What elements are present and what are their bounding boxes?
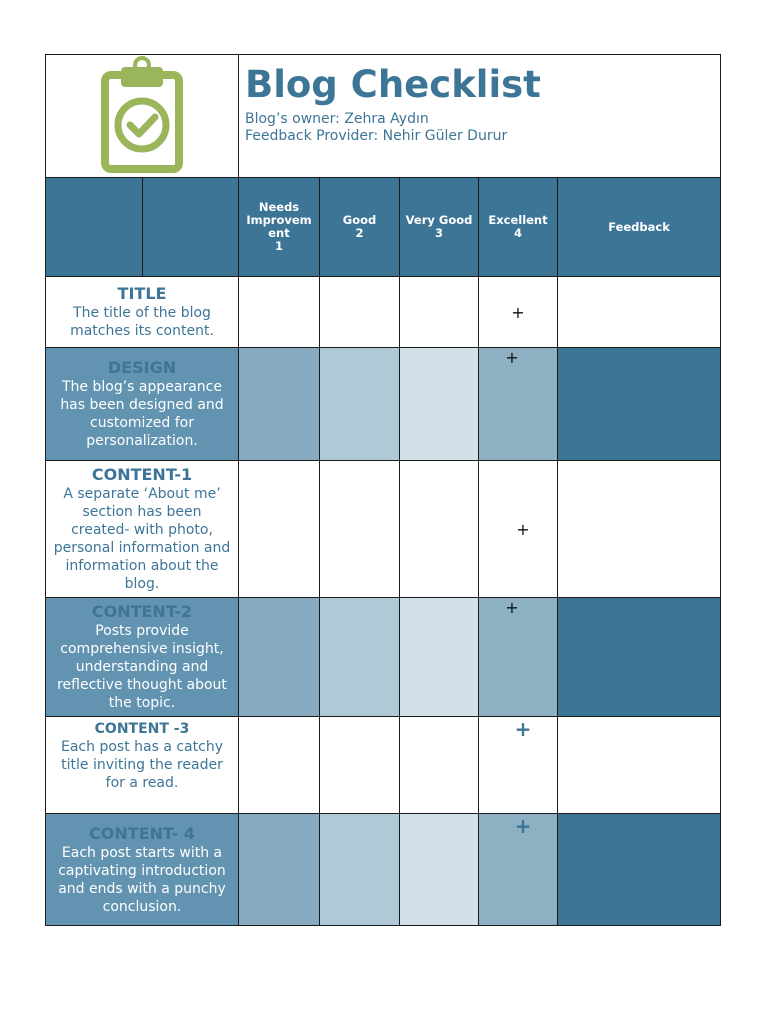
rating-cell-3[interactable]	[400, 814, 479, 926]
rating-cell-1[interactable]	[239, 277, 320, 348]
rating-cell-2[interactable]	[320, 598, 400, 717]
feedback-provider: Feedback Provider: Nehir Güler Durur	[245, 128, 508, 144]
table-row	[46, 717, 721, 814]
column-good: Good 2	[320, 178, 400, 277]
criterion-cell	[46, 814, 239, 926]
criterion-cell	[46, 598, 239, 717]
logo-cell	[46, 55, 239, 178]
feedback-cell[interactable]	[558, 814, 721, 926]
column-needs-improvement: Needs Improvem ent 1	[239, 178, 320, 277]
rating-cell-2[interactable]	[320, 717, 400, 814]
feedback-cell[interactable]	[558, 277, 721, 348]
rating-cell-4[interactable]	[479, 461, 558, 598]
feedback-cell[interactable]	[558, 461, 721, 598]
title-cell	[239, 55, 721, 178]
table-row	[46, 598, 721, 717]
header-blank-2	[143, 178, 239, 277]
plus-mark: +	[505, 598, 519, 617]
rating-cell-1[interactable]	[239, 348, 320, 461]
criterion-cell	[46, 348, 239, 461]
rating-cell-4[interactable]	[479, 598, 558, 717]
rating-cell-4[interactable]	[479, 348, 558, 461]
rating-header-row	[46, 178, 721, 277]
table-row	[46, 277, 721, 348]
criterion-description: Each post has a catchy title inviting the reader for a read.	[61, 739, 223, 791]
column-very-good: Very Good 3	[400, 178, 479, 277]
rating-cell-3[interactable]	[400, 461, 479, 598]
criterion-cell	[46, 461, 239, 598]
table-row	[46, 348, 721, 461]
plus-mark: +	[511, 302, 525, 322]
checklist-sheet	[45, 54, 720, 926]
rating-cell-2[interactable]	[320, 348, 400, 461]
rating-cell-3[interactable]	[400, 348, 479, 461]
feedback-cell[interactable]	[558, 598, 721, 717]
rating-cell-3[interactable]	[400, 717, 479, 814]
feedback-cell[interactable]	[558, 348, 721, 461]
rating-cell-4[interactable]	[479, 814, 558, 926]
rating-cell-1[interactable]	[239, 717, 320, 814]
checklist-table	[45, 54, 721, 926]
rating-cell-2[interactable]	[320, 277, 400, 348]
criterion-description: The title of the blog matches its content.	[70, 305, 214, 339]
column-feedback: Feedback	[558, 178, 721, 277]
rating-cell-2[interactable]	[320, 814, 400, 926]
criterion-description: Each post starts with a captivating introduction and ends with a punchy conclusion.	[58, 844, 226, 915]
criterion-name: CONTENT-1	[91, 465, 193, 484]
plus-mark: +	[516, 519, 530, 539]
clipboard-check-icon	[97, 55, 187, 173]
rating-cell-3[interactable]	[400, 598, 479, 717]
header-blank-1	[46, 178, 143, 277]
table-row	[46, 814, 721, 926]
criterion-name: DESIGN	[107, 358, 177, 377]
criterion-name: CONTENT -3	[94, 721, 190, 737]
plus-mark: +	[514, 814, 532, 838]
table-row	[46, 461, 721, 598]
rating-cell-4[interactable]	[479, 277, 558, 348]
blog-owner: Blog’s owner: Zehra Aydın	[245, 111, 429, 127]
plus-mark: +	[505, 348, 519, 367]
criterion-name: CONTENT- 4	[89, 823, 195, 843]
rating-cell-1[interactable]	[239, 814, 320, 926]
plus-mark: +	[514, 717, 532, 741]
criterion-description: Posts provide comprehensive insight, understanding and reflective thought about the topic.	[57, 623, 227, 711]
column-excellent: Excellent 4	[479, 178, 558, 277]
criterion-name: CONTENT-2	[91, 602, 193, 621]
page-title: Blog Checklist	[245, 63, 541, 106]
criterion-description: The blog’s appearance has been designed and customized for personalization.	[60, 379, 224, 449]
rating-cell-4[interactable]	[479, 717, 558, 814]
criterion-name: TITLE	[117, 284, 167, 303]
criterion-cell	[46, 717, 239, 814]
criterion-cell	[46, 277, 239, 348]
rating-cell-2[interactable]	[320, 461, 400, 598]
rating-cell-1[interactable]	[239, 598, 320, 717]
rating-cell-1[interactable]	[239, 461, 320, 598]
criterion-description: A separate ‘About me’ section has been created- with photo, personal information and information about the blog.	[53, 486, 231, 592]
feedback-cell[interactable]	[558, 717, 721, 814]
rating-cell-3[interactable]	[400, 277, 479, 348]
